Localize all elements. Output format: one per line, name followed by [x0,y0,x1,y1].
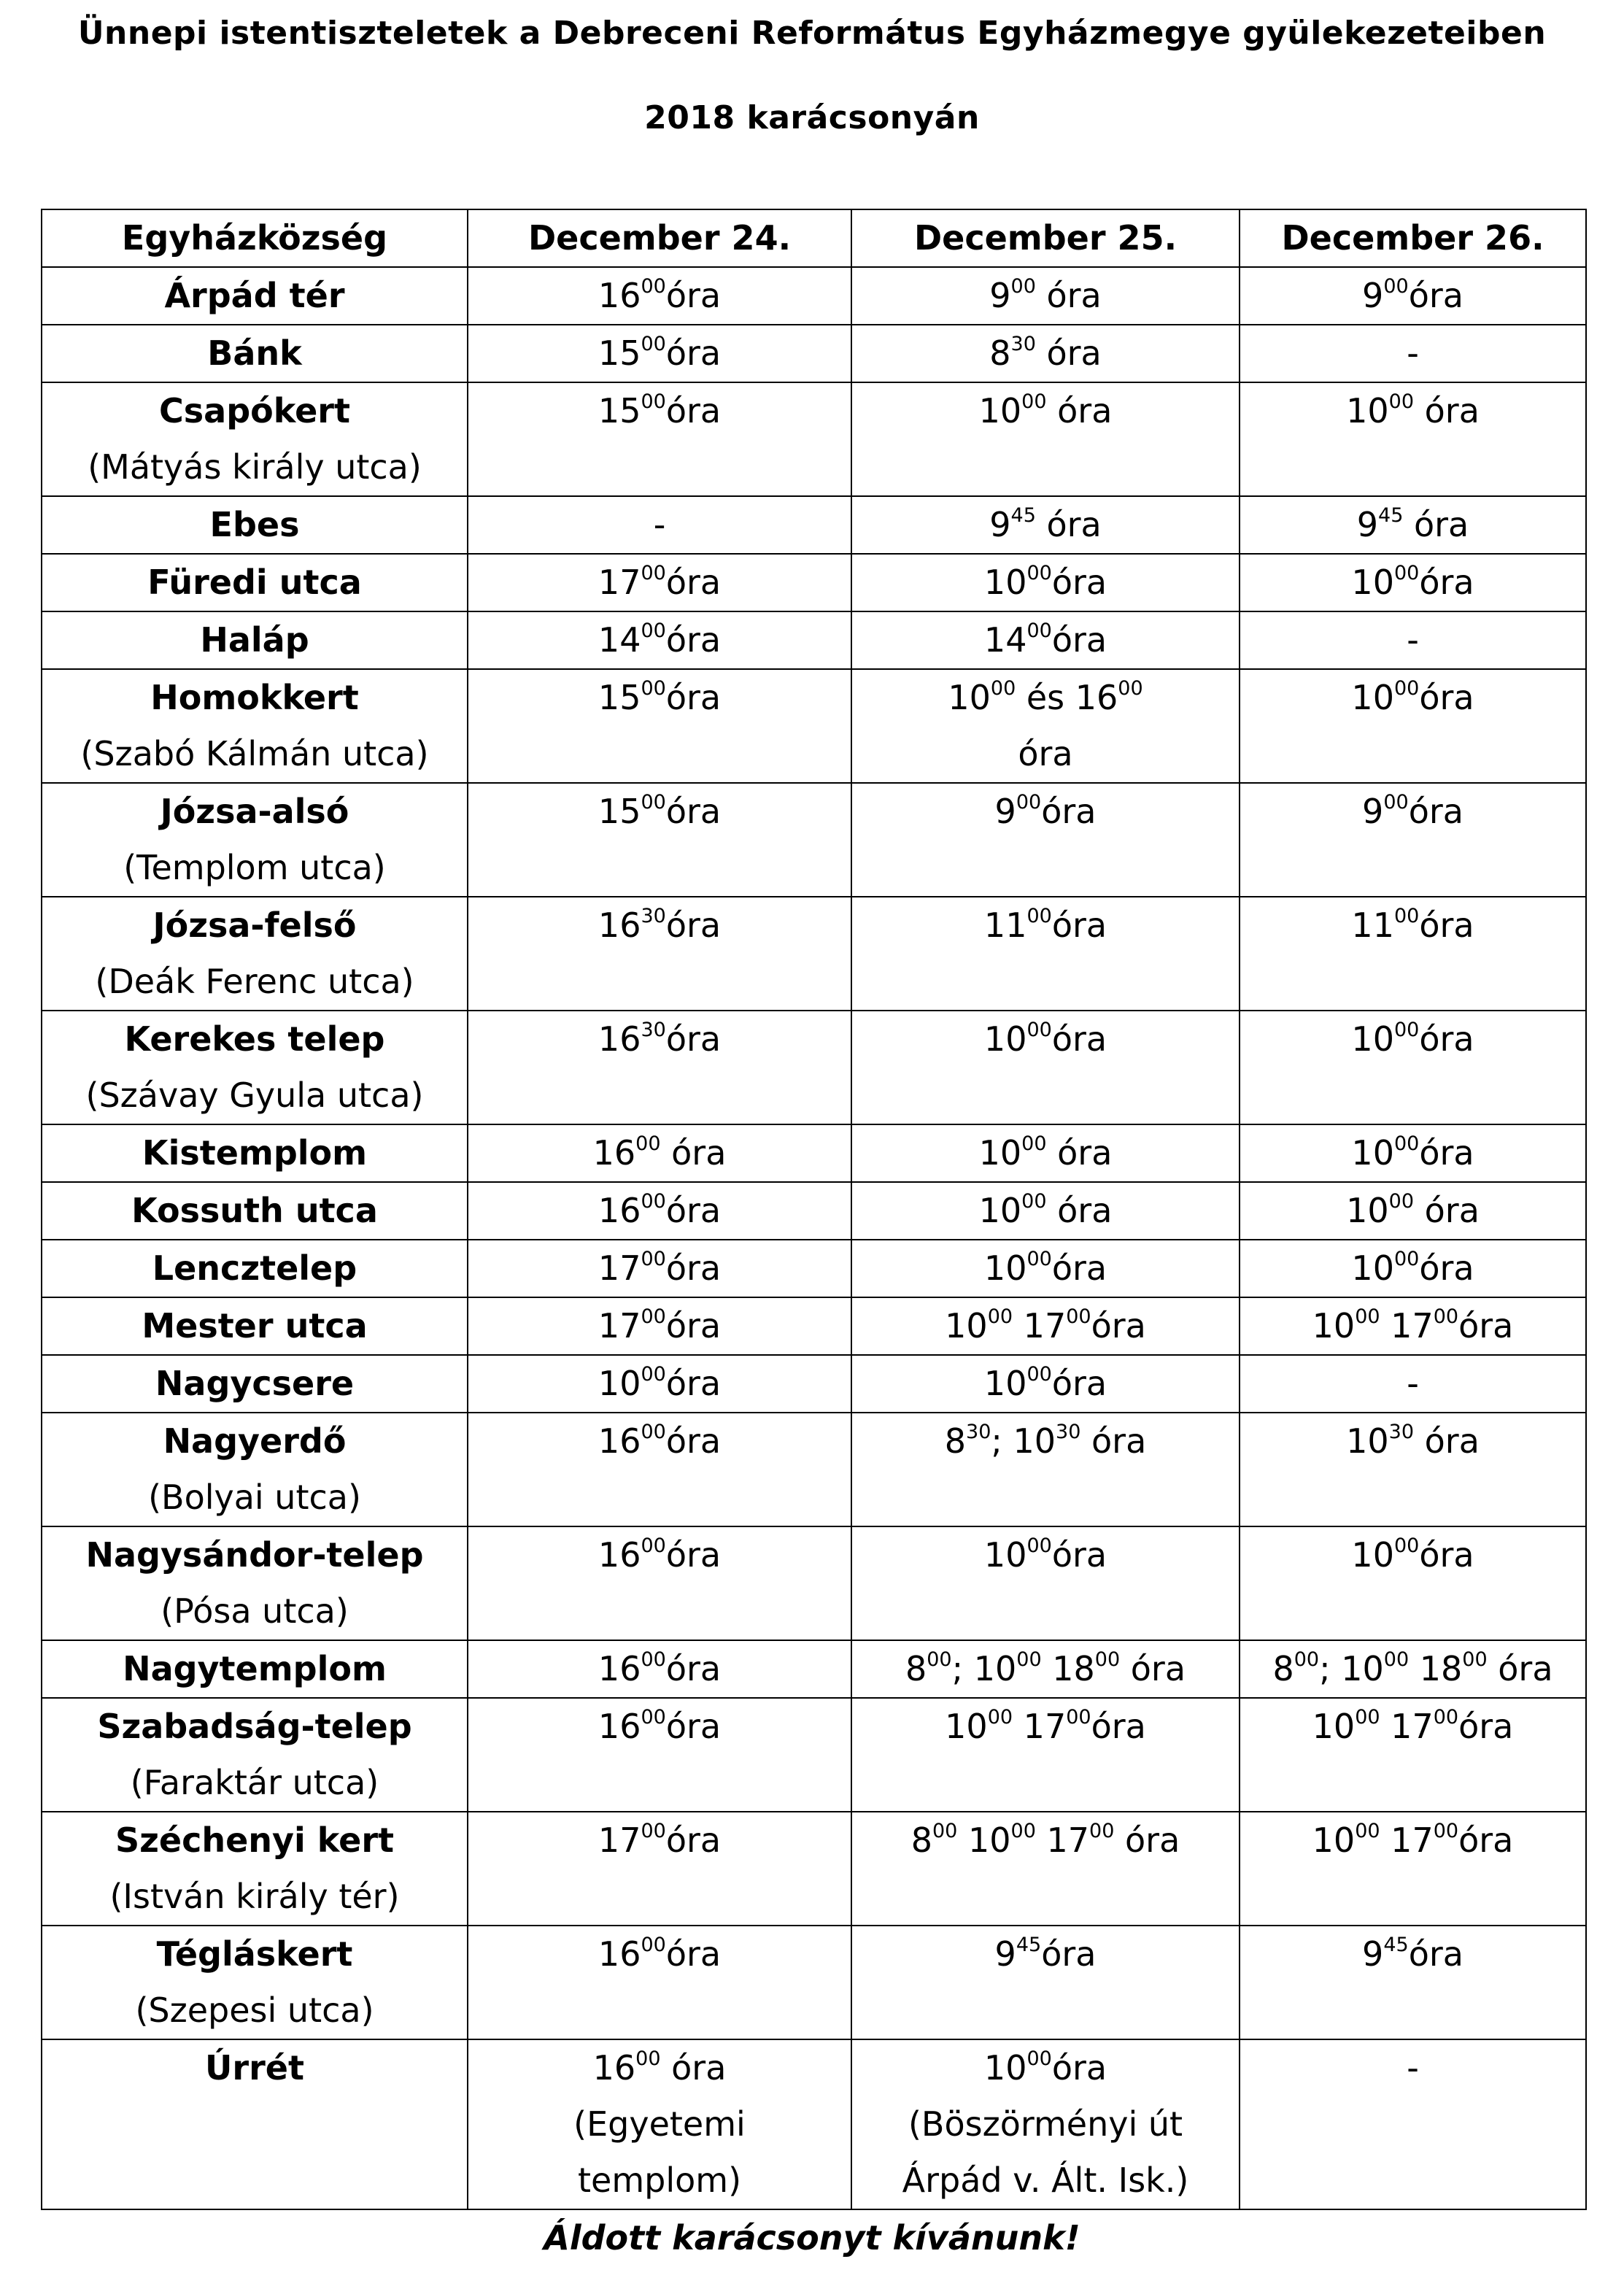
table-row [42,496,1586,554]
congregation-street: (Templom utca) [123,848,386,887]
service-time-dec-26: $10^{00}óra$ [1240,1526,1586,1640]
service-time-dec-25: $14^{00}óra$ [851,611,1240,669]
table-row [42,1297,1586,1355]
service-time-dec-26: - [1240,325,1586,382]
table-row [42,1011,1586,1124]
congregation-cell [42,1812,468,1926]
service-time-dec-24: $15^{00}óra$ [468,325,851,382]
document-subtitle: 2018 karácsonyán [644,99,980,136]
congregation-name: Ebes [209,505,300,544]
service-time-dec-24: $16^{00}óra$ [468,1413,851,1526]
service-time-dec-25: $8^{00}$ $10^{00}$ $17^{00}$ óra [851,1812,1240,1926]
service-time-dec-25: $10^{00}$ és $16^{00}$ óra [851,669,1240,783]
congregation-name: Bánk [207,333,302,373]
congregation-cell [42,1124,468,1182]
service-time-dec-24: $15^{00}óra$ [468,783,851,897]
service-time-dec-24: $17^{00}óra$ [468,1297,851,1355]
congregation-name: Kossuth utca [131,1191,378,1230]
congregation-name: Szabadság-telep [97,1707,412,1746]
table-row [42,1355,1586,1413]
service-time-dec-24: $17^{00}óra$ [468,1240,851,1297]
congregation-street: (Bolyai utca) [148,1478,361,1517]
congregation-cell [42,1413,468,1526]
table-row [42,1182,1586,1240]
congregation-name: Haláp [200,620,309,660]
congregation-name: Lencztelep [152,1248,357,1288]
document-title: Ünnepi istentiszteletek a Debreceni Református Egyházmegye gyülekezeteiben [77,15,1547,52]
schedule-table [41,209,1587,2210]
table-row [42,1240,1586,1297]
service-time-dec-24: $16^{00}óra$ [468,1182,851,1240]
congregation-name: Úrrét [205,2048,304,2088]
service-time-dec-24: - [468,496,851,554]
schedule-table-body [42,267,1586,2209]
service-time-dec-26: - [1240,611,1586,669]
service-time-dec-24: $16^{00}óra$ [468,267,851,325]
congregation-name: Füredi utca [147,563,362,602]
service-time-dec-24: $16^{30}óra$ [468,1011,851,1124]
congregation-name: Nagyerdő [163,1421,347,1461]
congregation-street: (Szávay Gyula utca) [85,1076,424,1115]
table-row [42,1124,1586,1182]
service-time-dec-24: $16^{00}óra$ [468,1526,851,1640]
service-time-dec-26: $10^{00}$ óra [1240,1182,1586,1240]
service-time-dec-25: $10^{00}$ óra [851,382,1240,496]
congregation-cell [42,669,468,783]
service-time-dec-26: $10^{00}óra$ [1240,1124,1586,1182]
congregation-name: Árpád tér [164,276,345,315]
service-time-dec-24: $16^{00}óra$ [468,1926,851,2039]
service-time-dec-26: $10^{00}óra$ [1240,1011,1586,1124]
service-time-dec-26: - [1240,2039,1586,2209]
service-time-dec-24: $16^{00}$ óra (Egyetemi templom) [468,2039,851,2209]
service-time-dec-24: $10^{00}óra$ [468,1355,851,1413]
congregation-street: (Faraktár utca) [130,1763,379,1802]
table-row [42,611,1586,669]
column-header-dec-26: December 26. [1240,209,1586,267]
table-row [42,325,1586,382]
congregation-cell [42,1182,468,1240]
congregation-cell [42,2039,468,2209]
congregation-cell [42,1297,468,1355]
congregation-name: Nagysándor-telep [85,1535,424,1575]
table-row [42,382,1586,496]
table-row [42,1640,1586,1698]
congregation-street: (Mátyás király utca) [88,447,422,487]
congregation-name: Nagytemplom [123,1649,387,1688]
table-row [42,1413,1586,1526]
service-time-dec-25: $9^{00}óra$ [851,783,1240,897]
table-row [42,1698,1586,1812]
column-header-dec-25: December 25. [851,209,1240,267]
congregation-cell [42,1355,468,1413]
congregation-name: Tégláskert [156,1934,353,1974]
congregation-street: (Szabó Kálmán utca) [80,734,429,773]
column-header-dec-24: December 24. [468,209,851,267]
service-time-dec-26: $10^{30}$ óra [1240,1413,1586,1526]
table-row [42,554,1586,611]
service-time-dec-25: $10^{00}óra$ [851,1011,1240,1124]
congregation-cell [42,897,468,1011]
congregation-street: (István király tér) [109,1877,400,1916]
congregation-street: (Deák Ferenc utca) [95,962,414,1001]
service-time-dec-25: $8^{30}$ óra [851,325,1240,382]
service-time-dec-25: $10^{00}$ óra [851,1124,1240,1182]
service-time-dec-26: $9^{00}óra$ [1240,267,1586,325]
service-time-dec-24: $17^{00}óra$ [468,554,851,611]
congregation-name: Mester utca [142,1306,368,1345]
service-time-dec-24: $16^{00}$ óra [468,1124,851,1182]
congregation-name: Csapókert [159,391,350,430]
table-row [42,897,1586,1011]
service-time-dec-25: $9^{00}$ óra [851,267,1240,325]
service-time-dec-25: $10^{00}óra$ [851,554,1240,611]
table-row [42,1812,1586,1926]
service-time-dec-24: $15^{00}óra$ [468,382,851,496]
service-time-dec-26: $9^{45}óra$ [1240,1926,1586,2039]
congregation-cell [42,267,468,325]
service-time-dec-25: $10^{00}óra$ [851,1355,1240,1413]
congregation-name: Kerekes telep [124,1019,385,1059]
table-header-row [42,209,1586,267]
congregation-cell [42,1011,468,1124]
service-time-dec-25: $10^{00}óra$ (Böszörményi út Árpád v. Ált. Isk.) [851,2039,1240,2209]
table-row [42,669,1586,783]
congregation-cell [42,1240,468,1297]
closing-greeting: Áldott karácsonyt kívánunk! [544,2218,1080,2258]
service-time-dec-24: $15^{00}óra$ [468,669,851,783]
congregation-cell [42,496,468,554]
service-time-dec-26: $10^{00}$ $17^{00}óra$ [1240,1698,1586,1812]
congregation-cell [42,1926,468,2039]
congregation-cell [42,325,468,382]
service-time-dec-25: $11^{00}óra$ [851,897,1240,1011]
service-time-dec-26: $10^{00}$ $17^{00}óra$ [1240,1297,1586,1355]
service-time-dec-25: $10^{00}$ $17^{00}óra$ [851,1698,1240,1812]
service-time-dec-25: $9^{45}$ óra [851,496,1240,554]
service-time-dec-26: $10^{00}óra$ [1240,554,1586,611]
service-time-dec-24: $16^{00}óra$ [468,1640,851,1698]
congregation-name: Józsa-alsó [160,792,349,831]
congregation-name: Széchenyi kert [115,1820,395,1860]
service-time-dec-26: $10^{00}$ $17^{00}óra$ [1240,1812,1586,1926]
table-row [42,267,1586,325]
congregation-cell [42,382,468,496]
congregation-name: Kistemplom [142,1133,368,1173]
service-time-dec-25: $10^{00}$ óra [851,1182,1240,1240]
service-time-dec-25: $8^{30}$; $10^{30}$ óra [851,1413,1240,1526]
service-time-dec-26: $11^{00}óra$ [1240,897,1586,1011]
service-time-dec-24: $17^{00}óra$ [468,1812,851,1926]
service-time-dec-25: $9^{45}óra$ [851,1926,1240,2039]
service-time-dec-24: $16^{30}óra$ [468,897,851,1011]
service-time-dec-26: $8^{00}$; $10^{00}$ $18^{00}$ óra [1240,1640,1586,1698]
service-time-dec-26: $10^{00}óra$ [1240,669,1586,783]
table-row [42,1526,1586,1640]
congregation-name: Homokkert [150,678,359,717]
service-time-dec-26: $9^{45}$ óra [1240,496,1586,554]
congregation-cell [42,1640,468,1698]
service-time-dec-25: $10^{00}óra$ [851,1526,1240,1640]
service-time-dec-25: $10^{00}$ $17^{00}óra$ [851,1297,1240,1355]
congregation-cell [42,554,468,611]
service-time-dec-25: $8^{00}$; $10^{00}$ $18^{00}$ óra [851,1640,1240,1698]
congregation-cell [42,611,468,669]
service-time-dec-25: $10^{00}óra$ [851,1240,1240,1297]
congregation-cell [42,1698,468,1812]
service-time-dec-26: $9^{00}óra$ [1240,783,1586,897]
table-row [42,2039,1586,2209]
congregation-street: (Pósa utca) [161,1591,349,1631]
congregation-street: (Szepesi utca) [135,1990,374,2030]
service-time-dec-24: $14^{00}óra$ [468,611,851,669]
service-time-dec-26: $10^{00}óra$ [1240,1240,1586,1297]
table-row [42,783,1586,897]
service-time-dec-26: $10^{00}$ óra [1240,382,1586,496]
service-time-dec-26: - [1240,1355,1586,1413]
congregation-cell [42,783,468,897]
congregation-name: Nagycsere [155,1364,355,1403]
table-row [42,1926,1586,2039]
congregation-name: Józsa-felső [152,905,357,945]
service-time-dec-24: $16^{00}óra$ [468,1698,851,1812]
congregation-cell [42,1526,468,1640]
column-header-congregation: Egyházközség [42,209,468,267]
